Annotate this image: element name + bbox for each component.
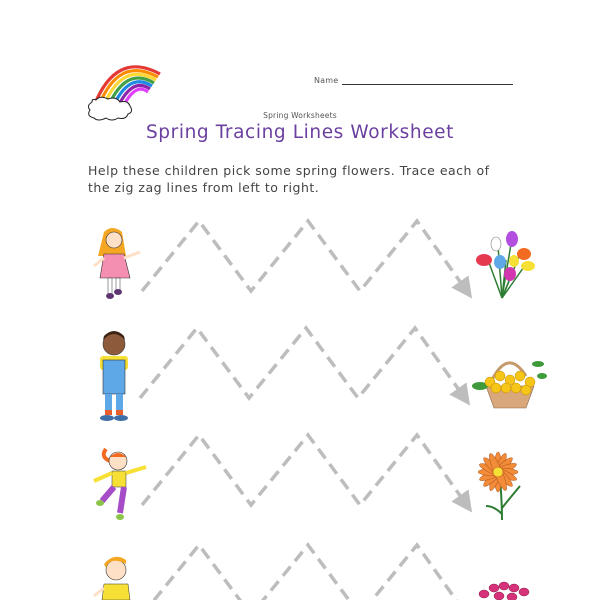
page-title: Spring Tracing Lines Worksheet: [145, 122, 455, 143]
trace-line-1[interactable]: [142, 221, 466, 291]
pink-rose-bouquet-icon: [474, 580, 536, 600]
instructions-line-1: Help these children pick some spring flowers. Trace each of: [88, 163, 490, 178]
flower-basket-icon: [472, 352, 547, 410]
trace-line-2[interactable]: [140, 328, 464, 398]
boy-yellow-shirt-icon: [92, 556, 137, 600]
boy-blue-overalls-icon: [94, 330, 134, 422]
worksheet-category: Spring Worksheets: [263, 111, 337, 120]
girl-pink-dress-icon: [90, 226, 146, 302]
trace-line-3[interactable]: [142, 435, 466, 505]
instructions-line-2: the zig zag lines from left to right.: [88, 180, 320, 195]
tulip-bouquet-icon: [470, 230, 535, 300]
name-label: Name: [314, 76, 339, 85]
girl-yellow-shirt-icon: [90, 447, 150, 522]
orange-daisy-icon: [472, 448, 532, 523]
trace-line-4[interactable]: [142, 545, 466, 600]
